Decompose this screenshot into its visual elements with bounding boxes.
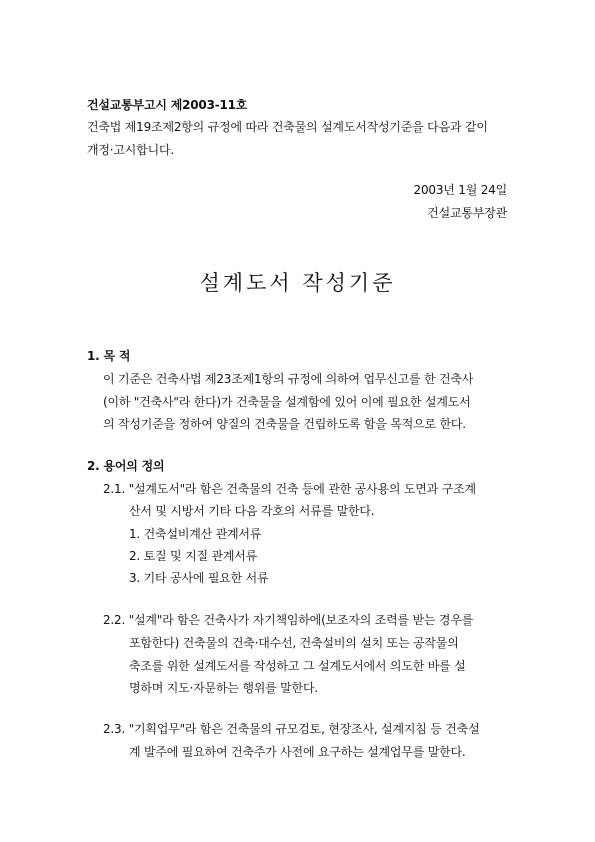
notice-date: 2003년 1월 24일 bbox=[413, 183, 507, 197]
definition-2-2-line: 2.2. "설계"라 함은 건축사가 자기책임하에(보조자의 조력를 받는 경우를 bbox=[103, 613, 474, 627]
section-1-heading: 1. 목 적 bbox=[87, 349, 131, 363]
section-2-heading: 2. 용어의 정의 bbox=[87, 459, 165, 473]
definition-2-1-item: 1. 건축설비계산 관계서류 bbox=[129, 527, 262, 541]
section-1-line: 이 기준은 건축사법 제23조제1항의 규정에 의하여 업무신고를 한 건축사 bbox=[103, 372, 474, 386]
section-1-line: (이하 "건축사"라 한다)가 건축물을 설계함에 있어 이에 필요한 설계도서 bbox=[103, 395, 471, 409]
definition-2-2-line: 포함한다) 건축물의 건축·대수선, 건축설비의 설치 또는 공작물의 bbox=[129, 636, 459, 650]
definition-2-1-item: 2. 토질 및 지질 관계서류 bbox=[129, 549, 258, 563]
notice-body-line-1: 건축법 제19조제2항의 규정에 따라 건축물의 설계도서작성기준을 다음과 같이 bbox=[87, 120, 488, 134]
definition-2-1-line: 산서 및 시방서 기타 다음 각호의 서류를 말한다. bbox=[129, 504, 375, 518]
definition-2-1-line: 2.1. "설계도서"라 함은 건축물의 건축 등에 관한 공사용의 도면과 구조계 bbox=[103, 482, 476, 496]
definition-2-3-line: 계 발주에 필요하여 건축주가 사전에 요구하는 설계업무를 말한다. bbox=[129, 745, 466, 759]
definition-2-3-line: 2.3. "기획업무"라 함은 건축물의 규모검토, 현장조사, 설계지침 등 건축설 bbox=[103, 722, 480, 736]
section-1-line: 의 작성기준을 정하여 양질의 건축물을 건립하도록 함을 목적으로 한다. bbox=[103, 417, 466, 431]
document-title: 설계도서 작성기준 bbox=[199, 271, 396, 295]
definition-2-1-item: 3. 기타 공사에 필요한 서류 bbox=[129, 571, 269, 585]
notice-issuer: 건설교통부장관 bbox=[427, 206, 507, 220]
notice-number: 건설교통부고시 제2003-11호 bbox=[87, 98, 248, 112]
notice-body-line-2: 개정·고시합니다. bbox=[87, 143, 174, 157]
definition-2-2-line: 명하며 지도·자문하는 행위를 말한다. bbox=[129, 681, 318, 695]
definition-2-2-line: 축조를 위한 설계도서를 작성하고 그 설계도서에서 의도한 바를 설 bbox=[129, 659, 466, 673]
